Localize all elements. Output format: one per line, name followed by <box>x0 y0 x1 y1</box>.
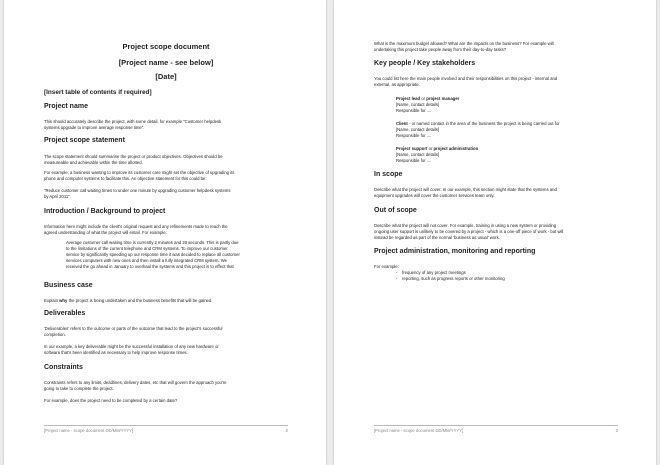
document-page-2 <box>4 0 326 465</box>
paragraph-deliverables-1: 'Deliverables' refers to the outcome or parts of the outcome that lead to the project's successful completion. <box>44 326 223 337</box>
bullet-list <box>396 270 618 282</box>
paragraph-budget: What is the maximum budget allowed? What are the impacts on the business? For example will undertaking this project take people away from their day-to-day tasks? <box>374 41 554 52</box>
list-item: - frequency of any project meetings <box>396 270 466 275</box>
paragraph-constraints-1: Constraints refers to any limits, deadlines, delivery dates, etc that will govern the approach you're going to take to complete the project. <box>44 380 227 391</box>
heading-business-case: Business case <box>44 282 93 289</box>
toc-placeholder: [Insert table of contents if required] <box>44 89 152 96</box>
heading-deliverables: Deliverables <box>44 310 86 317</box>
date-placeholder: [Date] <box>155 72 177 81</box>
paragraph-in-scope: Describe what the project will cover. In our example, this section might state that the systems and equipment upgrades will cover the customer services team only. <box>374 187 557 198</box>
heading-introduction: Introduction / Background to project <box>44 208 166 215</box>
page-footer <box>44 425 288 433</box>
paragraph-business-case: Explain why the project is being undertaken and the business benefits that will be gained. <box>44 298 213 303</box>
footer-text: [Project name - scope document DD/MM/YYYY] <box>374 428 464 433</box>
document-title: Project scope document <box>122 42 210 51</box>
heading-scope-statement: Project scope statement <box>44 137 125 144</box>
paragraph-stakeholders: You could list here the main people involved and their responsibilities on this project - internal and external, as appropriate. <box>374 76 558 87</box>
paragraph-constraints-2: For example, does the project need to be completed by a certain date? <box>44 398 178 403</box>
heading-constraints: Constraints <box>44 364 83 371</box>
stakeholder-project-lead: Project lead or project manager [Name, contact details] Responsible for .... <box>396 96 460 113</box>
paragraph-scope-1: The scope statement should summarise the project or product objectives. Objectives should be measureable and achievable within the time allotted. <box>44 154 223 165</box>
project-name-title: [Project name - see below] <box>118 58 214 67</box>
heading-in-scope: In scope <box>374 171 403 178</box>
heading-administration: Project administration, monitoring and reporting <box>374 248 536 255</box>
paragraph-introduction: Information here might include the client's original request and any refinements made to reach the agreed understanding of what the project will entail. For example: <box>44 224 228 235</box>
paragraph-project-name: This should accurately describe the project, with some detail, for example "Customer helpdesk systems upgrade to improve average response time". <box>44 119 222 130</box>
document-page-3 <box>334 0 656 465</box>
paragraph-scope-2: For example, a business wanting to improve its customer care might set the objective of upgrading its phone and computer systems to facilitate this. An objective statement for this could be: <box>44 170 235 181</box>
page-number: 2 <box>285 428 288 433</box>
stakeholder-client: Client - or named contact in the area of the business the project is being carried out for [Name, contact details] Responsible for .... <box>396 121 560 138</box>
heading-stakeholders: Key people / Key stakeholders <box>374 60 476 67</box>
page-number: 3 <box>615 428 618 433</box>
indented-example: Average customer call waiting time is currently 2 minutes and 20 seconds. This is partly due to the limitations of the current telephone and CRM systems. To improve our customer service by significantly speeding up our response time it was decided to replace all customer services computers with new ones and then install a fully integrated CRM system. We received the go ahead in January to overhaul the systems and this project is to effect that <box>66 240 240 269</box>
paragraph-out-of-scope: Describe what the project will not cover. For example, training in using a new system or providing ongoing user support is unlikely to be covered by a project - which is a one-off piece of work - but will instead be regarded as part of the normal 'business as usual' work. <box>374 223 564 240</box>
paragraph-deliverables-2: In our example, a key deliverable might be the successful installation of any new hardware or software that's been identified as necessary to help improve response times. <box>44 344 219 355</box>
stakeholder-project-support: Project support or project administration [Name, contact details] Responsible for .... <box>396 146 479 163</box>
paragraph-administration: For example: <box>374 264 399 269</box>
list-item: - reporting, such as progress reports or other monitoring <box>396 276 505 281</box>
heading-project-name: Project name <box>44 103 88 110</box>
page-footer <box>374 425 618 433</box>
footer-text: [Project name - scope document DD/MM/YYYY] <box>44 428 134 433</box>
paragraph-scope-3: "Reduce customer call waiting times to under one minute by upgrading customer helpdesk systems by April 2011". <box>44 188 231 199</box>
heading-out-of-scope: Out of scope <box>374 207 417 214</box>
